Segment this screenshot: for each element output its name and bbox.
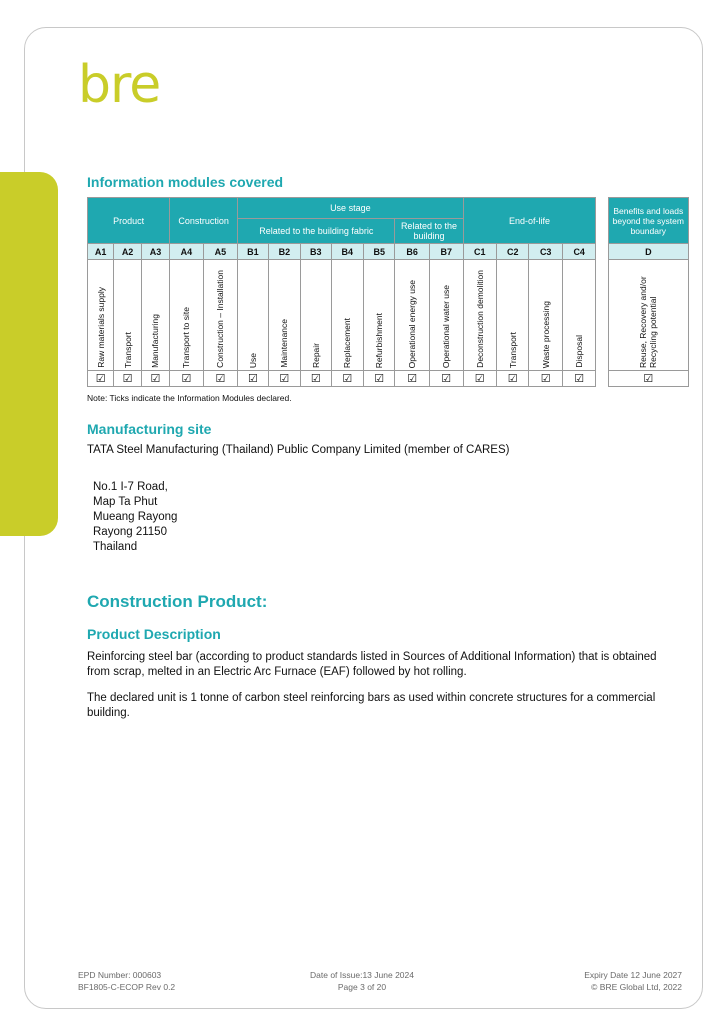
module-code: B3 (301, 244, 331, 260)
module-code: A5 (203, 244, 238, 260)
module-description-cell (529, 260, 562, 371)
module-description-cell (114, 260, 141, 371)
module-code: B2 (268, 244, 300, 260)
module-description-cell (331, 260, 363, 371)
module-code: C4 (562, 244, 596, 260)
module-description-cell (363, 260, 394, 371)
checkbox-icon: ☑ (203, 371, 238, 387)
module-tick-row (88, 371, 689, 387)
address-block (93, 480, 177, 555)
group-use-stage: Use stage (238, 198, 463, 219)
group-product: Product (88, 198, 170, 244)
module-code: C2 (496, 244, 528, 260)
address-line: Mueang Rayong (93, 511, 178, 523)
checkbox-icon: ☑ (429, 371, 463, 387)
address-line: Rayong 21150 (93, 526, 167, 538)
information-modules-table (87, 197, 689, 387)
module-description: Transport (507, 331, 518, 368)
expiry-date: Expiry Date 12 June 2027 (584, 970, 682, 980)
footer-center (262, 969, 462, 993)
module-description-cell (203, 260, 238, 371)
module-description: Operational energy use (407, 279, 418, 368)
module-description-cell (562, 260, 596, 371)
module-description-cell (141, 260, 169, 371)
address-line: Thailand (93, 541, 138, 553)
module-code: B6 (395, 244, 430, 260)
checkbox-icon: ☑ (608, 371, 688, 387)
group-construction: Construction (170, 198, 238, 244)
address-line: No.1 I-7 Road, (93, 481, 168, 493)
module-description: Operational water use (441, 284, 452, 368)
module-code: B5 (363, 244, 394, 260)
checkbox-icon: ☑ (114, 371, 141, 387)
module-code: B4 (331, 244, 363, 260)
module-description: Transport to site (181, 306, 192, 368)
checkbox-icon: ☑ (529, 371, 562, 387)
module-description-cell (238, 260, 268, 371)
checkbox-icon: ☑ (463, 371, 496, 387)
footer-left (78, 969, 175, 993)
checkbox-icon: ☑ (170, 371, 203, 387)
page-number: Page 3 of 20 (337, 982, 387, 992)
module-description: Maintenance (279, 319, 290, 368)
module-description: Waste processing (540, 300, 551, 368)
bre-logo: bre (78, 55, 161, 115)
checkbox-icon: ☑ (238, 371, 268, 387)
module-code: D (608, 244, 688, 260)
checkbox-icon: ☑ (562, 371, 596, 387)
module-description: Deconstruction demolition (474, 270, 485, 368)
module-description-cell (463, 260, 496, 371)
checkbox-icon: ☑ (496, 371, 528, 387)
checkbox-icon: ☑ (395, 371, 430, 387)
copyright: © BRE Global Ltd, 2022 (591, 982, 682, 992)
module-description: Manufacturing (150, 314, 161, 368)
address-line: Map Ta Phut (93, 496, 158, 508)
module-code: C3 (529, 244, 562, 260)
module-description-cell (170, 260, 203, 371)
module-description-cell (88, 260, 114, 371)
module-description: Reuse, Recovery and/or Recycling potential (638, 276, 659, 368)
module-description: Construction – Installation (215, 270, 226, 368)
module-description: Repair (310, 342, 321, 368)
module-description-cell (496, 260, 528, 371)
checkbox-icon: ☑ (331, 371, 363, 387)
module-description-cell (429, 260, 463, 371)
module-code: A1 (88, 244, 114, 260)
checkbox-icon: ☑ (141, 371, 169, 387)
module-description: Replacement (342, 317, 353, 368)
module-description-cell (395, 260, 430, 371)
group-benefits: Benefits and loads beyond the system boundary (608, 198, 688, 244)
column-gap (596, 198, 608, 371)
checkbox-icon: ☑ (88, 371, 114, 387)
declared-unit-paragraph: The declared unit is 1 tonne of carbon steel reinforcing bars as used within concrete structures for a commercial building. (87, 692, 656, 719)
footer-right (584, 969, 682, 993)
group-related-to-building: Related to the building (395, 219, 463, 244)
column-gap (596, 371, 608, 387)
checkbox-icon: ☑ (301, 371, 331, 387)
epd-number: EPD Number: 000603 (78, 970, 162, 980)
modules-heading: Information modules covered (87, 174, 284, 190)
manufacturer-name: TATA Steel Manufacturing (Thailand) Public Company Limited (member of CARES) (87, 444, 510, 456)
module-description: Transport (122, 331, 133, 368)
module-description: Refurbishment (374, 312, 385, 368)
manufacturing-heading: Manufacturing site (87, 421, 212, 437)
group-end-of-life: End-of-life (463, 198, 596, 244)
module-description-cell (608, 260, 688, 371)
form-reference: BF1805-C-ECOP Rev 0.2 (78, 982, 176, 992)
module-code: B7 (429, 244, 463, 260)
side-accent-bar (0, 172, 58, 536)
module-code: B1 (238, 244, 268, 260)
module-description: Use (247, 352, 258, 368)
module-description: Disposal (574, 335, 585, 368)
module-code: A3 (141, 244, 169, 260)
product-description-paragraph: Reinforcing steel bar (according to product standards listed in Sources of Additional Information) that is obtained from scrap, melted in an Electric Arc Furnace (EAF) followed by hot rolling. (87, 651, 657, 678)
modules-note: Note: Ticks indicate the Information Modules declared. (87, 393, 292, 403)
checkbox-icon: ☑ (363, 371, 394, 387)
module-description: Raw materials supply (95, 287, 106, 368)
construction-product-heading: Construction Product: (87, 592, 268, 611)
product-description-heading: Product Description (87, 626, 221, 642)
checkbox-icon: ☑ (268, 371, 300, 387)
group-building-fabric: Related to the building fabric (238, 219, 395, 244)
module-code: A4 (170, 244, 203, 260)
module-description-cell (268, 260, 300, 371)
module-code: A2 (114, 244, 141, 260)
module-code: C1 (463, 244, 496, 260)
module-description-cell (301, 260, 331, 371)
issue-date: Date of Issue:13 June 2024 (310, 970, 414, 980)
